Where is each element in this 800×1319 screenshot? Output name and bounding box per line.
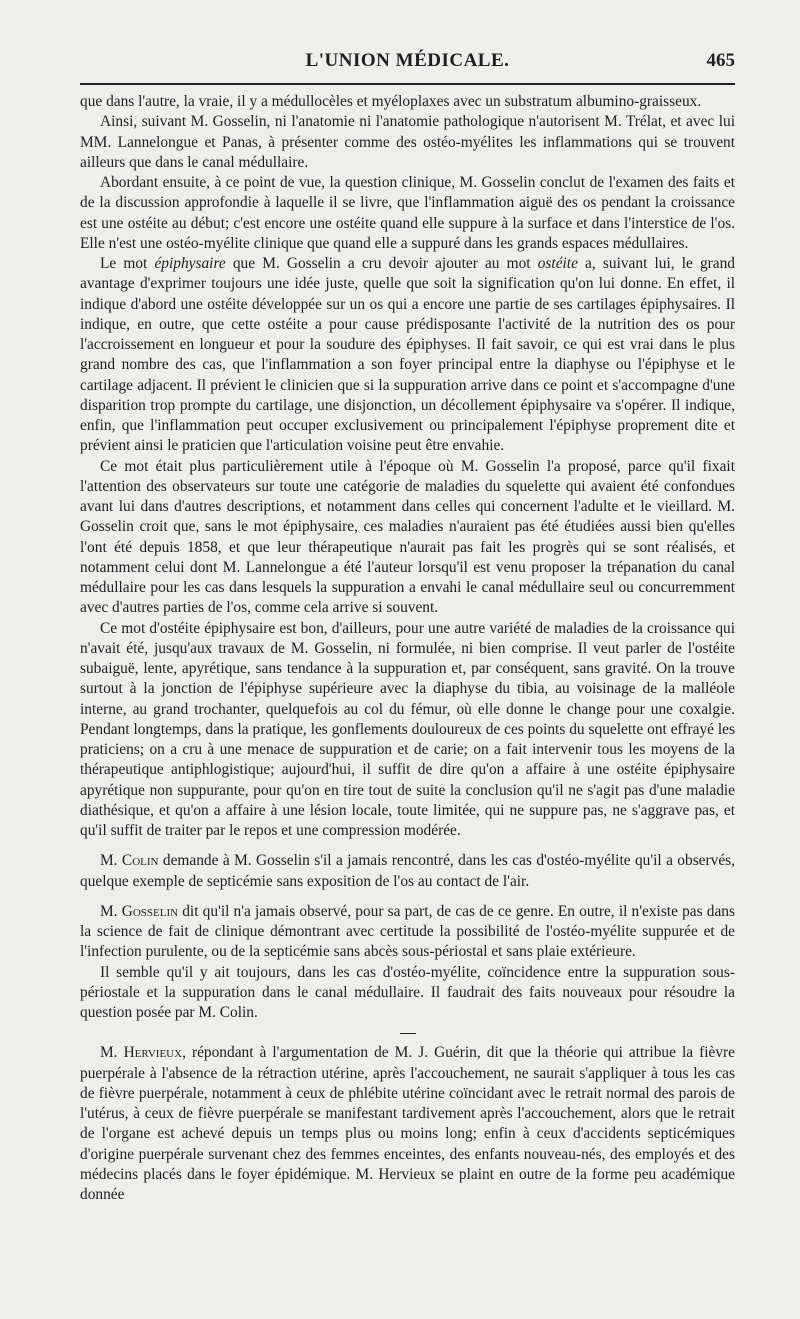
- running-title: L'UNION MÉDICALE.: [305, 50, 510, 71]
- section-separator: [400, 1033, 416, 1034]
- emphasis-term: épiphysaire: [154, 255, 226, 272]
- header-rule: [80, 83, 735, 85]
- paragraph-history: Ce mot était plus particulièrement utile à l'époque où M. Gosselin l'a proposé, parce qu'il fixait l'attention des observateurs sur toute une catégorie de maladies du squelette qui avaient été confondues avant lui dans d'autres descriptions, et notamment dans celles qui concernent l'adulte et le vieillard. M. Gosselin croit que, sans le mot épiphysaire, ces maladies n'auraient pas été étudiées aussi bien qu'elles l'ont été depuis 1858, et que leur thérapeutique n'aurait pas fait les progrès qui se sont réalisés, et notamment celui dont M. Lannelongue a été l'auteur lorsqu'il est venu proposer la trépanation du canal médullaire pour les cas dans lesquels la suppuration a envahi le canal médullaire seul ou concurremment avec d'autres parties de l'os, comme cela arrive si souvent.: [80, 457, 735, 617]
- page-header: [80, 50, 735, 80]
- text-run: demande à M. Gosselin s'il a jamais rencontré, dans les cas d'ostéo-myélite qu'il a observés, quelque exemple de septicémie sans exposition de l'os au contact de l'air.: [80, 852, 736, 890]
- speaker-name: M. Gosselin: [100, 902, 179, 920]
- paragraph-epiphysaire: [80, 254, 735, 457]
- emphasis-term: ostéite: [537, 255, 578, 272]
- paragraph-hervieux: [80, 1043, 735, 1205]
- paragraph-coincidence: Il semble qu'il y ait toujours, dans les cas d'ostéo-myélite, coïncidence entre la suppuration sous-périostale et la suppuration dans le canal médullaire. Il faudrait des faits nouveaux pour résoudre la question posée par M. Colin.: [80, 963, 735, 1021]
- paragraph-anatomy: Ainsi, suivant M. Gosselin, ni l'anatomie ni l'anatomie pathologique n'autorisent M. Trélat, et avec lui MM. Lannelongue et Panas, à présenter comme des ostéo-myélites les inflammations qui se trouvent ailleurs que dans le canal médullaire.: [80, 113, 735, 171]
- speaker-name: M. Colin: [100, 852, 159, 870]
- paragraph-gosselin-reply: [80, 902, 735, 963]
- text-run: , répondant à l'argumentation de M. J. Guérin, dit que la théorie qui attribue la fièvre puerpérale à l'absence de la rétraction utérine, après l'accouchement, ne saurait s'appliquer à tous les cas de fièvre puerpérale, notamment à ceux de phlébite utérine coïncidant avec le retrait normal des parois de l'utérus, à ceux de fièvre puerpérale se manifestant tardivement après l'accouchement, alors que le retrait de l'organe est achevé depuis un temps plus ou moins long; enfin à ceux d'accidents septicémiques d'origine puerpérale survenant chez des femmes enceintes, des enfants nouveau-nés, des employés et des médecins placés dans le foyer épidémique. M. Hervieux se plaint en outre de la forme peu académique donnée: [80, 1044, 735, 1203]
- text-run: a, suivant lui, le grand avantage d'exprimer toujours une idée juste, quelle que soit la signification qu'on lui donne. En effet, il indique d'abord une ostéite développée sur un os qui a encore une partie de ses cartilages épiphysaires. Il indique, en outre, que cette ostéite a pour cause prédisposante l'activité de la nutrition des os pour l'accroissement en longueur et pour la soudure des épiphyses. Il fait savoir, ce qui est vrai dans le plus grand nombre des cas, que l'inflammation a son foyer principal entre la diaphyse ou l'épiphyse et le cartilage adjacent. Il prévient le clinicien que si la suppuration arrive dans ce point et s'accompagne d'une disparition trop prompte du cartilage, une disjonction, un décollement épiphysaire va s'opérer. Il indique, enfin, que l'inflammation peut occuper exclusivement ou principalement l'épiphyse proprement dite et prévient ainsi le praticien que l'articulation voisine peut être envahie.: [80, 255, 736, 455]
- paragraph-colin: [80, 851, 735, 892]
- speaker-name: M. Hervieux: [100, 1044, 183, 1062]
- article-body: [80, 92, 735, 1205]
- page-number: 465: [706, 50, 735, 71]
- paragraph-clinical: Abordant ensuite, à ce point de vue, la question clinique, M. Gosselin conclut de l'examen des faits et de la discussion approfondie à laquelle il se livre, que l'inflammation aiguë des os pendant la croissance est une ostéite au début; c'est encore une ostéite quand elle suppure à la surface et dans l'interstice de l'os. Elle n'est une ostéo-myélite clinique que quand elle a suppuré dans les grands espaces médullaires.: [80, 174, 735, 252]
- text-run: dit qu'il n'a jamais observé, pour sa part, de cas de ce genre. En outre, il n'existe pas dans la science de fait de clinique démontrant avec certitude la possibilité de l'ostéo-myélite suppurée et de l'infection purulente, ou de la septicémie sans abcès sous-périostal et sans plaie extérieure.: [80, 902, 735, 961]
- paragraph-continuation: que dans l'autre, la vraie, il y a médullocèles et myéloplaxes avec un substratum albumino-graisseux.: [80, 93, 702, 110]
- text-run: que M. Gosselin a cru devoir ajouter au mot: [225, 255, 538, 272]
- paragraph-subacute: Ce mot d'ostéite épiphysaire est bon, d'ailleurs, pour une autre variété de maladies de la croissance qui n'avait été, jusqu'aux travaux de M. Gosselin, ni formulée, ni bien comprise. Il veut parler de l'ostéite subaiguë, lente, apyrétique, sans tendance à la suppuration et, par conséquent, sans gravité. On la trouve surtout à la jonction de l'épiphyse supérieure avec la diaphyse du tibia, au voisinage de la malléole interne, au grand trochanter, quelquefois au col du fémur, où elle donne le change pour une coxalgie. Pendant longtemps, dans la pratique, les gonflements douloureux de ces points du squelette ont effrayé les praticiens; on a cru à une menace de suppuration et de carie; on a fait intervenir tous les moyens de la thérapeutique antiphlogistique; aujourd'hui, il suffit de dire qu'on a affaire à une ostéite épiphysaire apyrétique non suppurante, pour qu'on en tire tout de suite la conclusion qu'il ne s'agit pas d'une maladie diathésique, et qu'on a affaire à une lésion locale, toute limitée, qui ne suppure pas, ne s'aggrave pas, et qu'il suffit de traiter par le repos et une compression modérée.: [80, 619, 735, 839]
- text-run: Le mot: [100, 255, 155, 272]
